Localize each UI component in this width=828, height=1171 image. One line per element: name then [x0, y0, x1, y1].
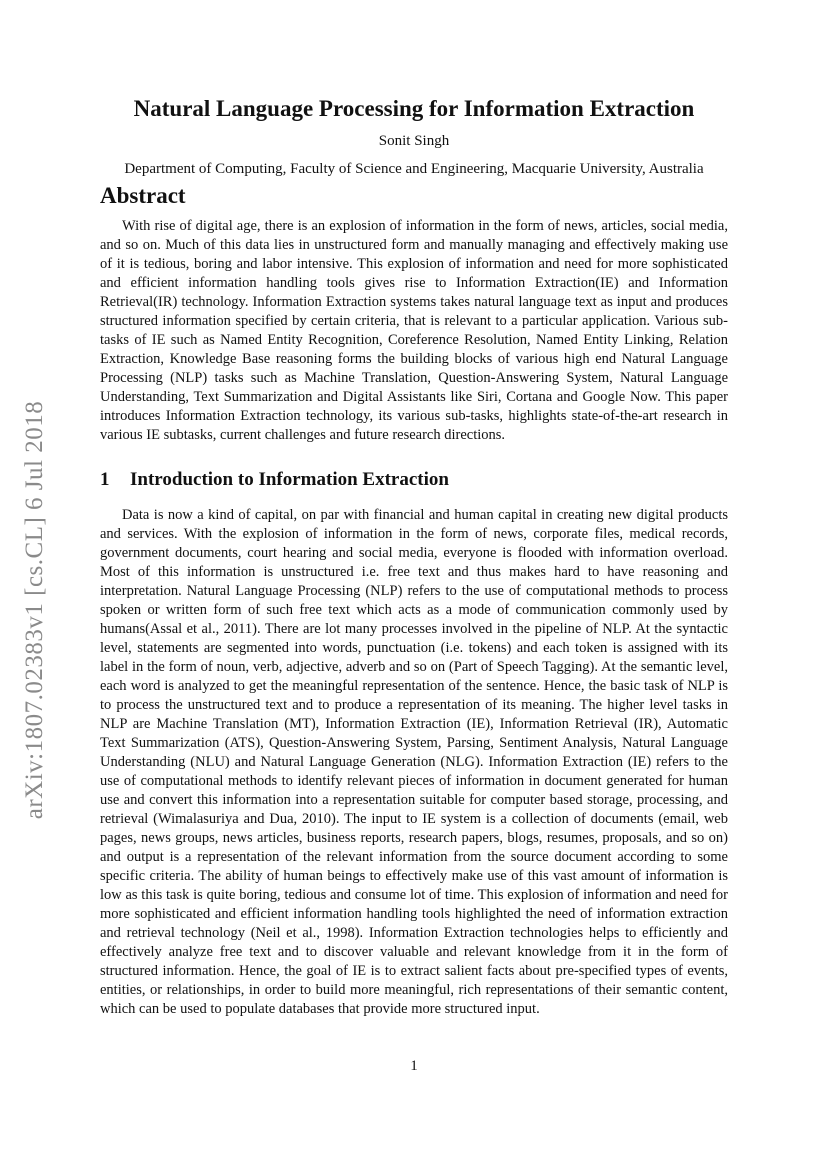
paper-title: Natural Language Processing for Information Extraction — [133, 96, 695, 121]
author-name: Sonit Singh — [378, 133, 450, 149]
author-affiliation: Department of Computing, Faculty of Science and Engineering, Macquarie University, Australia — [124, 161, 704, 177]
introduction-paragraph: Data is now a kind of capital, on par with financial and human capital in creating new digital products and services. With the explosion of information in the form of news, corporate files, medical records, government documents, court hearing and social media, everyone is flooded with information overload. Most of this information is unstructured i.e. free text and thus makes hard to have reasoning and interpretation. Natural Language Processing (NLP) refers to the use of computational methods to process spoken or written form of such free text which acts as a mode of communication commonly used by humans(Assal et al., 2011). There are lot many processes involved in the pipeline of NLP. At the syntactic level, statements are segmented into words, punctuation (i.e. tokens) and each token is assigned with its label in the form of noun, verb, adjective, adverb and so on (Part of Speech Tagging). At the semantic level, each word is analyzed to get the meaningful representation of the sentence. Hence, the basic task of NLP is to process the unstructured text and to produce a representation of its meaning. The higher level tasks in NLP are Machine Translation (MT), Information Extraction (IE), Information Retrieval (IR), Automatic Text Summarization (ATS), Question-Answering System, Parsing, Sentiment Analysis, Natural Language Understanding (NLU) and Natural Language Generation (NLG). Information Extraction (IE) refers to the use of computational methods to identify relevant pieces of information in document generated for human use and convert this information into a representation suitable for computer based storage, processing, and retrieval (Wimalasuriya and Dua, 2010). The input to IE system is a collection of documents (email, web pages, news groups, news articles, business reports, research papers, blogs, resumes, proposals, and so on) and output is a representation of the relevant information from the source document according to some specific criteria. The ability of human beings to effectively make use of this vast amount of information is low as this task is quite boring, tedious and consume lot of time. This explosion of information and need for more sophisticated and efficient information handling tools highlighted the need of information extraction and retrieval technology (Neil et al., 1998). Information Extraction technologies helps to efficiently and effectively analyze free text and to discover valuable and relevant knowledge from it in the form of structured information. Hence, the goal of IE is to extract salient facts about pre-specified types of events, entities, or relationships, in order to build more meaningful, rich representations of their semantic content, which can be used to populate databases that provide more structured input. — [100, 507, 728, 1017]
abstract-heading: Abstract — [100, 183, 186, 208]
section-number: 1 — [100, 469, 110, 490]
section-heading — [100, 467, 449, 493]
section-title: Introduction to Information Extraction — [130, 469, 449, 490]
arxiv-identifier-text: arXiv:1807.02383v1 [cs.CL] 6 Jul 2018 — [21, 400, 48, 820]
arxiv-identifier-stamp — [18, 380, 52, 840]
abstract-paragraph: With rise of digital age, there is an explosion of information in the form of news, articles, social media, and so on. Much of this data lies in unstructured form and manually managing and effectively making use of it is tedious, boring and labor intensive. This explosion of information and need for more sophisticated and efficient information handling tools gives rise to Information Extraction(IE) and Information Retrieval(IR) technology. Information Extraction systems takes natural language text as input and produces structured information specified by certain criteria, that is relevant to a particular application. Various sub-tasks of IE such as Named Entity Recognition, Coreference Resolution, Named Entity Linking, Relation Extraction, Knowledge Base reasoning forms the building blocks of various high end Natural Language Processing (NLP) tasks such as Machine Translation, Question-Answering System, Natural Language Understanding, Text Summarization and Digital Assistants like Siri, Cortana and Google Now. This paper introduces Information Extraction technology, its various sub-tasks, highlights state-of-the-art research in various IE subtasks, current challenges and future research directions. — [100, 218, 728, 443]
page-number: 1 — [410, 1058, 418, 1074]
